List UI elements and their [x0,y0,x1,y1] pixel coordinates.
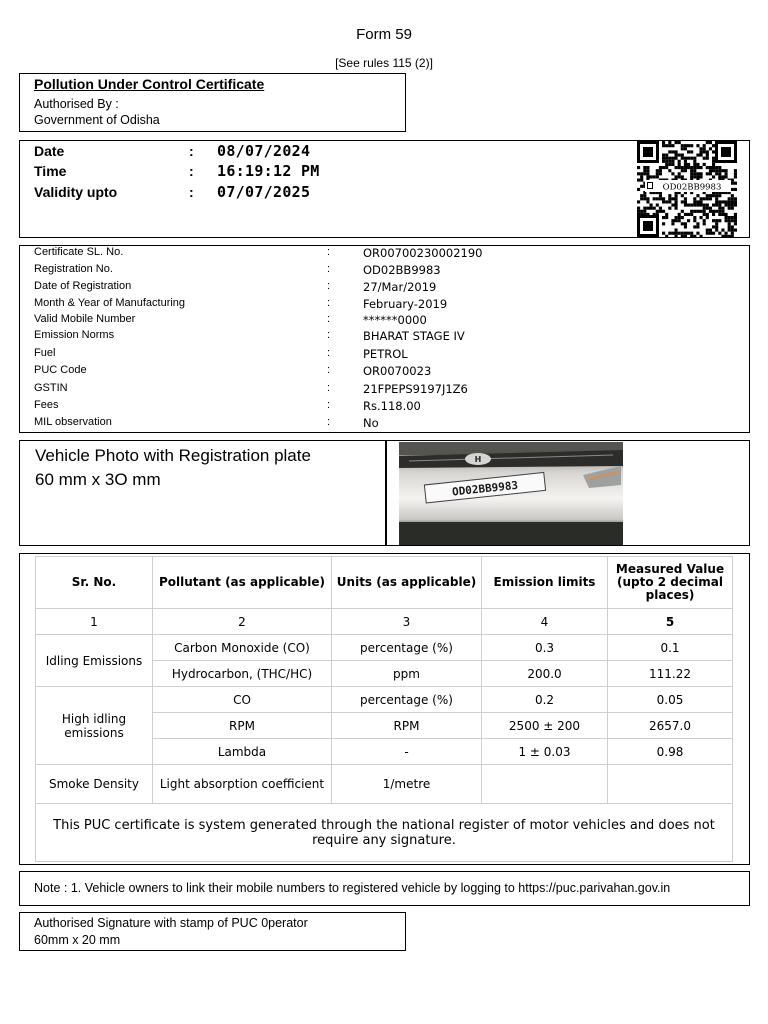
detail-row [34,399,734,415]
pollutant-cell: Carbon Monoxide (CO) [153,635,332,661]
colon: : [327,416,331,428]
qr-registration-text: OD02BB9983 [662,182,722,193]
svg-text:H: H [474,455,482,464]
date-value: 08/07/2024 [217,142,311,160]
photo-caption-line-1: Vehicle Photo with Registration plate [35,446,311,465]
colon: : [327,263,331,275]
detail-label: Month & Year of Manufacturing [34,297,186,309]
colon: : [327,382,331,394]
column-number-row [36,609,733,635]
measured-cell: 2657.0 [608,713,733,739]
limit-cell: 200.0 [482,661,608,687]
datetime-box [19,140,750,238]
column-number: 1 [36,609,153,635]
detail-value: OD02BB9983 [363,263,441,277]
detail-row [34,347,734,363]
vehicle-details-box [19,245,750,433]
detail-label: Certificate SL. No. [34,246,124,258]
detail-row [34,297,734,313]
authority-name: Government of Odisha [34,113,160,127]
validity-value: 07/07/2025 [217,183,311,201]
photo-caption [35,444,311,492]
vehicle-photo [399,442,623,545]
detail-value: Rs.118.00 [363,399,421,413]
pollutant-cell: RPM [153,713,332,739]
table-row [36,635,733,661]
colon: : [327,297,331,309]
detail-value: 21FPEPS9197J1Z6 [363,382,468,396]
vehicle-photo-box [19,440,750,546]
table-header-row [36,557,733,609]
header-measured-value: Measured Value (upto 2 decimal places) [608,557,733,609]
detail-label: Registration No. [34,263,113,275]
unit-cell: 1/metre [332,765,482,804]
detail-row [34,329,734,345]
limit-cell: 2500 ± 200 [482,713,608,739]
detail-value: 27/Mar/2019 [363,280,437,294]
column-number: 3 [332,609,482,635]
colon: : [327,246,331,258]
time-value: 16:19:12 PM [217,162,320,180]
pollutant-cell: CO [153,687,332,713]
table-row [36,765,733,804]
signature-label: Authorised Signature with stamp of PUC 0perator [34,916,308,930]
smoke-density-label: Smoke Density [36,765,153,804]
date-row [34,142,310,160]
measured-cell: 0.05 [608,687,733,713]
detail-row [34,263,734,279]
time-row [34,162,320,180]
unit-cell: RPM [332,713,482,739]
detail-label: Emission Norms [34,329,115,341]
detail-row [34,313,734,329]
detail-value: February-2019 [363,297,448,311]
colon: : [327,313,331,325]
header-emission-limits: Emission limits [482,557,608,609]
authority-box [19,73,406,132]
pollutant-cell: Lambda [153,739,332,765]
detail-label: Fuel [34,347,56,359]
colon: : [189,143,194,159]
time-label: Time [34,163,67,179]
system-generated-notice: This PUC certificate is system generated through the national register of motor vehicles and does not require any signature. [36,804,733,862]
measured-cell: 111.22 [608,661,733,687]
limit-cell: 0.2 [482,687,608,713]
header-pollutant: Pollutant (as applicable) [153,557,332,609]
signature-box [19,912,406,951]
idling-emissions-label: Idling Emissions [36,635,153,687]
photo-divider [385,441,387,545]
column-number: 2 [153,609,332,635]
detail-value: No [363,416,379,430]
limit-cell: 1 ± 0.03 [482,739,608,765]
rules-reference: [See rules 115 (2)] [335,56,433,70]
validity-row [34,183,310,201]
limit-cell [482,765,608,804]
unit-cell: ppm [332,661,482,687]
unit-cell: percentage (%) [332,687,482,713]
date-label: Date [34,143,65,159]
unit-cell: - [332,739,482,765]
pollutant-cell: Hydrocarbon, (THC/HC) [153,661,332,687]
certificate-heading: Pollution Under Control Certificate [34,76,265,92]
detail-label: GSTIN [34,382,68,394]
detail-label: Valid Mobile Number [34,313,136,325]
colon: : [327,399,331,411]
form-title: Form 59 [356,26,412,43]
high-idling-emissions-label: High idling emissions [36,687,153,765]
detail-row [34,416,734,432]
photo-caption-line-2: 60 mm x 3O mm [35,470,161,489]
header-sr-no: Sr. No. [36,557,153,609]
colon: : [189,184,194,200]
detail-value: OR0070023 [363,364,432,378]
colon: : [189,163,194,179]
note-box: Note : 1. Vehicle owners to link their mobile numbers to registered vehicle by logging to https://puc.parivahan.gov.in [19,871,750,906]
detail-label: MIL observation [34,416,112,428]
column-number: 5 [608,609,733,635]
colon: : [327,280,331,292]
detail-label: PUC Code [34,364,87,376]
detail-label: Date of Registration [34,280,132,292]
signature-size: 60mm x 20 mm [34,933,121,947]
notice-row [36,804,733,862]
colon: : [327,364,331,376]
header-units: Units (as applicable) [332,557,482,609]
detail-row [34,382,734,398]
emission-table [35,556,733,862]
detail-value: BHARAT STAGE IV [363,329,465,343]
detail-value: PETROL [363,347,408,361]
authorised-by-label: Authorised By : [34,97,119,111]
detail-row [34,280,734,296]
detail-value: OR00700230002190 [363,246,483,260]
measured-cell [608,765,733,804]
detail-label: Fees [34,399,59,411]
detail-value: ******0000 [363,313,427,327]
detail-row [34,246,734,262]
measured-cell: 0.1 [608,635,733,661]
column-number: 4 [482,609,608,635]
emission-results-box [19,553,750,865]
table-row [36,687,733,713]
qr-code [637,141,737,237]
limit-cell: 0.3 [482,635,608,661]
validity-label: Validity upto [34,184,118,200]
license-plate-text: OD02BB9983 [451,478,519,499]
colon: : [327,329,331,341]
detail-row [34,364,734,380]
measured-cell: 0.98 [608,739,733,765]
colon: : [327,347,331,359]
pollutant-cell: Light absorption coefficient [153,765,332,804]
unit-cell: percentage (%) [332,635,482,661]
